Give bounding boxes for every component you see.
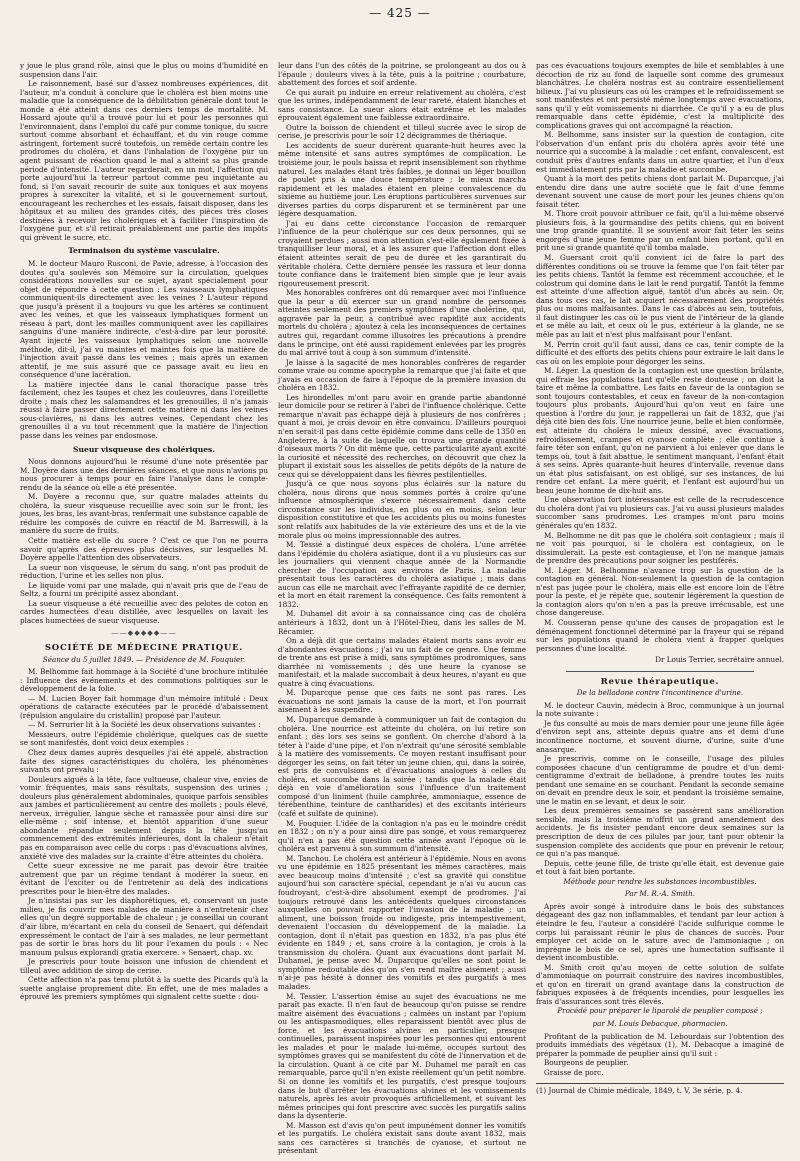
paragraph: M. Smith croit qu'au moyen de cette solution de sulfate d'ammoniaque on pourrait construire des navires incombustibles, et qu'on en tirerait un grand avantage dans la construction de fabriques exposées à de fréquents incendies, pour lesquelles les frais d'assurances sont très élevés. [536,962,784,1006]
paragraph: Le liquide vomi par une malade, qui n'avait pris que de l'eau de Seltz, a fourni un précipité assez abondant. [20,580,268,599]
recipe-line: Bourgeons de peuplier. [544,1058,629,1068]
paragraph: M. Masson est d'avis qu'on peut impunément donner les vomitifs et les purgatifs. Le choléra existait sans doute avant 1832, mais sans ces caractères si tranchés de cyanose, et surtout ne présentant [278,1120,526,1156]
paragraph: M. Tanchou. Le choléra est antérieur à l'épidémie. Nous en avons vu une épidémie en 1825 présentant les mêmes caractères, mais avec beaucoup moins d'intensité ; c'est sa gravité qui constitue aujourd'hui son caractère spécial, cependant je n'ai vu aucun cas foudroyant, c'est-à-dire absolument exempt de prodromes. J'ai toujours retrouvé dans les antécédents quelques circonstances auxquelles on pouvait rapporter l'invasion de la maladie ; un aliment, une boisson froide ou indigeste, pris intempestivement, devenaient l'occasion du développement de la maladie. La contagion, dont il n'était pas question en 1832, n'a pas plus été évidente en 1849 ; et, sans croire à la contagion, je crois à la transmission du choléra. Quant aux évacuations dont parlait M. Duhamel, je pense avec M. Duparcque qu'elles ne sont point le symptôme redoutable dès qu'on s'en rend maître aisément ; aussi n'ai-je pas hésité à donner des vomitifs et des purgatifs à mes malades. [278,853,526,991]
divider [566,671,754,672]
article-byline: Par M. R.-A. Smith. [624,889,696,899]
paragraph: y joue le plus grand rôle, ainsi que le plus ou moins d'humidité en suspension dans l'air. [20,61,268,79]
paragraph: Profitant de la publication de M. Lebourdais sur l'obtention des produits immédiats des végétaux (1), M. Debacque a imaginé de préparer la pommade de peuplier ainsi qu'il suit : [536,1031,784,1058]
paragraph: Quant à la mort des petits chiens dont parlait M. Duparcque, j'ai entendu dire dans une autre société que le fait d'une femme devenant souvent une cause de mort pour les jeunes chiens qu'on faisait téter. [536,174,784,209]
paragraph: Je prescrivis, comme on le conseille, l'usage des pilules composées chacune d'un centigramme de poudre et d'un demi-centigramme d'extrait de belladone, à prendre toutes les nuits pendant une semaine en se couchant. Pendant la seconde semaine on devait en prendre deux le soir, et pendant la troisième semaine, une le matin en se levant, et deux le soir. [536,754,784,806]
paragraph: — M. Serrurier lit à la Société les deux observations suivantes : [28,720,261,730]
paragraph: La sueur visqueuse a été recueillie avec des pelotes de coton en cardes humectées d'eau distillée, avec lesquelles on lavait les places humectées de sueur visqueuse. [20,598,268,625]
paragraph: M. le docteur Cauvin, médecin à Broc, communique à un journal la note suivante : [536,700,784,719]
paragraph: M. Léger. La question de la contagion est une question brûlante, qui effraie les populations tant qu'elle reste douteuse ; on doit la taire et même la combattre. Les faits en faveur de la contagion se sont toujours contestables, et ceux en faveur de la non-contagion toujours plus probants. Aujourd'hui qu'on veut en faire une question à l'ordre du jour, je rappellerai un fait de 1832, que j'ai déjà cité bien des fois. Une nourrice jeune, belle et bien conformée, est atteinte du choléra le mieux dessiné, avec évacuations, refroidissement, crampes et cyanose complète ; elle continue à faire téter son enfant, qu'on ne parvient à lui enlever que dans le temps où, tout à fait abattue, le sentiment manquant, l'enfant était à ses seins. Après quarante-huit heures d'intervalle, revenue dans un état plus satisfaisant, on est obligé, sur ses instances, de lui rendre cet enfant. La mère guérit, et l'enfant est aujourd'hui un beau jeune homme de dix-huit ans. [536,366,784,495]
paragraph: M. Doyère a reconnu que, sur quatre malades atteints du choléra, la sueur visqueuse recueillie avec soin sur le front, les joues, les bras, les avant-bras, renfermait une substance capable de réduire les composés de cuivre en réactif de M. Barreswill, à la manière du sucre de fruits. [20,492,268,536]
article-subtitle: Procédé pour préparer le liparolé de peuplier composé ; [557,1006,763,1016]
paragraph: M. Duparcque demande à communiquer un fait de contagion du choléra. Une nourrice est atteinte du choléra, on lui retire son enfant ; dès lors ses seins se gonflent. On cherche d'abord à la téter à l'aide d'une pipe, et l'on n'extrait qu'une sérosité semblable à la matière des vomissements. Ce moyen restant insuffisant pour dégorger les seins, on fait téter un jeune chien, qui, dans la soirée, est pris de convulsions et d'évacuations analogues à celles du choléra, et succombe dans la soirée ; tandis que la malade était déjà en voie d'amélioration sous l'influence d'un traitement composé d'un liniment (huile camphrée, ammoniaque, essence de térébenthine, teinture de cantharides) et des excitants intérieurs (café et sulfate de quinine). [278,715,526,819]
paragraph: M. Tessié a distingué deux espèces de choléra. L'une arrêtée dans l'épidémie du choléra asiatique, dont il a vu plusieurs cas sur les journaliers qui viennent chaque année de la Normandie chercher de l'occupation aux environs de Paris. La maladie présentait tous les caractères du choléra asiatique ; mais dans aucun cas elle ne marchait avec l'effrayante rapidité de ce dernier, et la mort en était rarement la conséquence. Ces faits remontent à 1832. [278,540,526,609]
paragraph: M. Belhomme fait hommage à la Société d'une brochure intitulée : Influence des événements et des commotions politiques sur le développement de la folie. [20,667,268,694]
paragraph: Je n'insistai pas sur les diaphorétiques, et, conservant un juste milieu, je fis couvrir mes malades de manière à n'entretenir chez elles qu'un degré supportable de chaleur ; je conseillai un courant d'air libre, m'écartant en cela du conseil de Senaert, qui défendait expressément le contact de l'air à ses malades, ne leur permettant pas de sortir le bras hors du lit pour l'examen du pouls : « Nec manuum pulsus explorandi gratia exercere. » Senaert, chap. xv. [20,896,268,957]
page-number: — 425 — [369,6,431,20]
paragraph: Cette sueur excessive ne me parait pas devoir être traitée autrement que par un régime tendant à modérer la sueur, en évitant de l'exciter ou de l'entretenir au delà des indications prescrites pour le bien-être des malades. [20,861,268,896]
paragraph: Cette matière est-elle du sucre ? C'est ce que l'on ne pourra savoir qu'après des épreuves plus décisives, sur lesquelles M. Doyère appelle l'attention des observateurs. [20,535,268,563]
paragraph: M. Duparcque pense que ces faits ne sont pas rares. Les évacuations ne sont jamais la cause de la mort, et l'on pourrait aisément à les suspendre. [278,688,526,715]
paragraph: J'ai eu dans cette circonstance l'occasion de remarquer l'influence de la peur cholérique sur ces deux personnes, qui se croyaient perdues ; aussi mon attention s'est-elle également fixée à tranquilliser leur moral, et à les assurer que l'affection dont elles étaient atteintes serait de peu de durée et les garantirait du véritable choléra. Cette dernière pensée les rassura et leur donna toute confiance dans le traitement bien simple que je leur avais rigoureusement prescrit. [278,218,526,288]
paragraph: M. Tessier. L'assertion émise au sujet des évacuations ne me paraît pas exacte. Il n'en faut de beaucoup qu'on puisse se rendre maître aisément des évacuations ; calmées un instant par l'opium ou les antispasmodiques, elles reparaissent bientôt avec plus de force, et les évacuations alvines en particulier, presque continuelles, paraissent inspirées pour les personnes qui entourent les malades et pour le malade lui-même, occupés surtout des symptômes graves qui se manifestent du côté de l'innervation et de la circulation. Quant à ce cité par M. Duhamel me paraît en cas remarquable, parce qu'il n'en existe réellement qu'un petit nombre. Si on donne les vomitifs et les purgatifs, c'est presque toujours dans le but d'arrêter les évacuations alvines et les vomissements naturels, après les avoir provoqués artificiellement, et suivant les mêmes principes qui font prescrire avec succès les purgatifs salins dans la dysenterie. [278,991,526,1121]
column-right [536,62,784,1137]
paragraph: M. Belhomme, sans insister sur la question de contagion, cite l'observation d'un enfant pris du choléra après avoir tété une nourrice qui a succombé à la maladie ; cet enfant, convalescent, est conduit près d'autres enfants dans un autre quartier, et l'un d'eux est immédiatement pris par la maladie et succombe. [536,130,784,174]
paragraph: Depuis, cette jeune fille, de triste qu'elle était, est devenue gaie et tout à fait bien portante. [536,858,784,877]
paragraph: leur dans l'un des côtés de la poitrine, se prolongeant au dos ou à l'épaule ; douleurs vives à la tête, puis à la poitrine ; courbature, abattement des forces et soif ardente. [278,61,526,88]
paragraph: Les deux premières semaines se passèrent sans amélioration sensible, mais la troisième m'offrit un grand amendement des accidents. Je fis insister pendant encore deux semaines sur la prescription de deux de ces pilules par jour, tant pour obtenir la suspension complète des accidents que pour en prévenir le retour, ce qui n'a pas manqué. [536,806,784,859]
column-middle [278,61,526,1156]
article-byline: par M. Louis Debacque, pharmacien. [592,1018,728,1028]
paragraph: M. Guersant croit qu'il convient ici de faire la part des différentes conditions où se trouve la femme que l'on fait téter par les petits chiens. Tantôt la femme est récemment accouchée, et le colostrum qui domine dans le lait le rend purgatif. Tantôt la femme est atteinte d'une affection aiguë, tantôt d'un abcès au sein. Or, dans tous ces cas, le lait acquiert nécessairement des propriétés plus ou moins malfaisantes. Dans le cas d'abcès au sein, toutefois, il faut distinguer les cas où le pus vient de l'intérieur de la glande et se mêle au lait, et ceux où le pus, extérieur à la glande, ne se mêle pas au lait et n'est plus malfaisant pour l'enfant. [536,253,784,339]
paragraph: Chez deux dames auprès desquelles j'ai été appelé, abstraction faite des signes caractéristiques du choléra, les phénomènes suivants ont prévalu : [20,748,268,775]
paragraph: — M. Lucien Boyer fait hommage d'un mémoire intitulé : Deux opérations de cataracte exécutées par le procédé d'abaissement (répulsion angulaire du cristallin) proposé par l'auteur. [20,693,268,720]
paragraph: Jusqu'à ce que nous soyons plus éclairés sur la nature du choléra, nous dirons que nous sommes portés à croire qu'une influence atmosphérique s'exerce nécessairement dans cette circonstance sur les individus, en plus ou en moins, selon leur disposition constitutive et que les accidents plus ou moins funestes sont relatifs aux habitudes de la vie extérieure des uns et de la vie morale plus ou moins impressionnable des autres. [278,479,526,540]
paragraph: Le raisonnement, basé sur d'assez nombreuses expériences, dit l'auteur, m'a conduit à conclure que le choléra est bien moins une maladie que la conséquence de la débilitation générale dont tout le monde a été atteint dans ces derniers temps de mortalité. M. Hossard ajoute qu'il a trouvé pour lui et pour les personnes qui l'environnaient, dans l'emploi du café pur comme tonique, du sucre surtout comme absorbant et échauffant, et du vin rouge comme astringent, fortement sucré toutefois, un remède certain contre les prodromes du choléra, et dans l'inhalation de l'oxygène pur un agent puissant de réaction quand le mal a atteint sa plus grande période d'intensité. L'auteur regarderait, en un mot, l'affection qui porte aujourd'hui la terreur partout comme peu inquiétante au fond, si l'on savait recourir de suite aux toniques et aux moyens propres à surexciter la vitalité, et si le gouvernement surtout, encourageant les recherches et les essais, faisait disposer, dans les hôpitaux et au milieu des grandes cités, des pièces très closes destinées à recevoir les cholériques et à faciliter l'inspiration de l'oxygène pur, et s'il retirait préalablement une partie des impôts qui grèvent le sucre, etc. [20,79,268,242]
paragraph: On a déjà dit que certains malades étaient morts sans avoir eu d'abondantes évacuations ; j'ai vu un fait de ce genre. Une femme de trente ans est prise à midi, sans symptômes prodromiques, sans diarrhée ni vomissements ; dès une heure la cyanose se manifestait, et la malade succombait à deux heures, n'ayant eu que quatre à cinq évacuations. [278,636,526,688]
paragraph: M. le docteur Mauro Rusconi, de Pavie, adresse, à l'occasion des doutes qu'a soulevés son Mémoire sur la circulation, quelques considérations nouvelles sur ce sujet, ayant spécialement pour objet de répondre à cette question : Les vaisseaux lymphatiques communiquent-ils directement avec les veines ? L'auteur répond que jusqu'à présent il a toujours vu que les artères se continuent avec les veines, et que les vaisseaux lymphatiques forment un réseau à part, dont les mailles communiquent avec les capillaires sanguins d'une manière indirecte, c'est-à-dire par leur porosité. Ayant injecté les vaisseaux lymphatiques selon une nouvelle méthode, dit-il, j'ai vu maintes et maintes fois que la matière de l'injection avait passé dans les veines ; mais après un examen attentif, je me suis assuré que ce passage avait eu lieu en conséquence d'une lacération. [20,259,268,380]
paragraph: La matière injectée dans le canal thoracique passe très facilement, chez les taupes et chez les couleuvres, dans l'oreillette droite ; mais chez les salamandres et les grenouilles, il n'a jamais réussi à faire passer directement cette matière ni dans les veines sous-clavières, ni dans les autres veines. Cependant chez les grenouilles il a vu tout récemment que la matière de l'injection passe dans les veines par endosmose. [20,379,268,440]
paragraph: Je laisse à la sagacité de mes honorables confrères de regarder comme vraie ou comme apocryphe la remarque que j'ai faite et que j'avais eu occasion de faire à l'époque de la première invasion du choléra en 1832. [278,357,526,393]
paragraph: Ce qui aurait pu induire en erreur relativement au choléra, c'est que les urines, indépendamment de leur rareté, étaient blanches et sans consistance. La sueur alors était extrême et les malades éprouvaient également une faiblesse extraordinaire. [278,87,526,123]
section-heading: Terminaison du système vasculaire. [68,246,220,256]
paragraph: pas ces évacuations toujours exemptes de bile et semblables à une décoction de riz au fond de laquelle sont comme des grumeaux blanchâtres. Le choléra nostras est au contraire essentiellement bilieux. J'ai vu plusieurs cas où les crampes et le refroidissement se sont manifestés et ont persisté même longtemps avec évacuations, sans qu'il y eût vomissements ni diarrhée. Ce qu'il y a eu de plus remarquable dans cette épidémie, c'est la multiplicité des complications graves qui ont accompagné la réaction. [536,61,784,130]
paragraph: La sueur non visqueuse, le sérum du sang, n'ont pas produit de réduction, l'urine et les selles non plus. [20,562,268,581]
paragraph: Les accidents de sueur durèrent quarante-huit heures avec la même intensité et sans autres symptômes de complication. Le troisième jour, le pouls baissa et reprit insensiblement son rhythme naturel. Les malades étant très faibles, je donnai un léger bouillon de poulet pris à une douce température ; le mieux marcha rapidement et les malades étaient en pleine convalescence du sixième au huitième jour. Les éruptions particulières survenues sur diverses parties du corps disparurent et se terminèrent par une légère desquamation. [278,140,526,219]
paragraph: Outre la boisson de chiendent et tilleul sucrée avec le sirop de cerise, je prescrivis pour le soir 12 décigrammes de thériaque. [278,122,526,141]
paragraph: Messieurs, outre l'épidémie cholérique, quelques cas de suette se sont manifestés, dont voici deux exemples : [20,729,268,748]
paragraph: Les hirondelles m'ont paru avoir en grande partie abandonné leur domicile pour se retirer à l'abri de l'influence cholérique. Cette remarque n'avait pas échappé déjà à plusieurs de nos confrères ; quant à moi, je crois devoir en être convaincu. D'ailleurs pourquoi n'en serait-il pas dans cette épidémie comme dans celle de 1350 en Angleterre, à la suite de laquelle on trouva une grande quantité d'oiseaux morts ? On dit même que, cette particularité ayant excité la curiosité et nécessité des recherches, on découvrit que chez la plupart il existait sous les aisselles de petits dépôts de la nature de ceux qui se développaient dans les fièvres pestilentielles. [278,392,526,479]
session-line: Séance du 5 juillet 1849. — Présidence de M. Fouquier. [42,654,246,664]
paragraph: Douleurs aiguës à la tête, face vultueuse, chaleur vive, envies de vomir fréquentes, mais sans résultats, suspension des urines ; douleurs plus généralement abdominales, quoique parfois sensibles aux jambes et particulièrement au centre des mollets ; pouls élevé, nerveux, irrégulier, langue sèche et ramassée pour ainsi dire sur elle-même ; soif intense, et bientôt apparition d'une sueur abondante répandue seulement depuis la tête jusqu'au commencement des extrémités inférieures, dont la chaleur n'était pas en comparaison avec celle du corps : pas d'évacuations alvines, anxiété vive des malades sur la crainte d'être atteintes du choléra. [20,774,268,861]
column-left [20,62,268,1137]
paragraph: Je fus consulté au mois de mars dernier pour une jeune fille âgée d'environ sept ans, atteinte depuis quatre ans et demi d'une incontinence nocturne, et souvent diurne, d'urine, suite d'une anasarque. [536,718,784,754]
paragraph: Cette affection n'a pas tenu plutôt à la suette des Picards qu'à la suette anglaise proprement dite. En effet, une de mes malades a éprouvé les premiers symptômes qui signalent cette suette : dou- [20,975,268,1002]
article-subtitle: De la belladone contre l'incontinence d'urine. [576,688,744,698]
paragraph: Une observation fort intéressante est celle de la recrudescence du choléra dont j'ai vu plusieurs cas. J'ai vu aussi plusieurs malades succomber sans prodromes. Les crampes m'ont paru moins générales qu'en 1832. [536,495,784,530]
paragraph: Après avoir songé à introduire dans le bois des substances dégageant des gaz non inflammables, et tendant par leur action à éteindre le feu, l'auteur a considéré l'acide sulfurique comme le corps lui paraissant réunir le plus de chances de succès. Pour employer cet acide on le sature avec de l'ammoniaque ; on imprègne le bois de ce sel, après une humectation suffisante il devient incombustible. [536,901,784,963]
ornament-separator: ——◆◆◆◆◆—— [111,628,177,638]
paragraph: M. Cousseran pense qu'une des causes de propagation est le déménagement fonctionnel déterminé par la frayeur qui se répand sur les populations quand le choléra vient à frapper quelques personnes d'une localité. [536,618,784,653]
paragraph: Mes honorables confrères ont dû remarquer avec moi l'influence que la peur a dû exercer sur un grand nombre de personnes atteintes seulement des premiers symptômes d'une cholérine, qui, aggravée par la peur, a contribué avec rapidité aux accidents mortels du choléra ; ajoutez à cela les inconséquences de certaines autres qui, regardant comme illusoires les précautions à prendre dans le principe, ont été aussi rapidement enlevées par les progrès du mal arrivé tout à coup à son summum d'intensité. [278,288,526,358]
footnote: (1) Journal de Chimie médicale, 1849, t. V, 3e série, p. 4. [536,1083,784,1096]
paragraph: Nous donnons aujourd'hui le résumé d'une note présentée par M. Doyère dans une des dernières séances, et que nous n'avions pu nous procurer à temps pour en faire l'analyse dans le compte-rendu de la séance où elle a été présentée. [20,457,268,492]
paragraph: M. Perrin croit qu'il faut aussi, dans ce cas, tenir compte de la difficulté et des efforts des petits chiens pour extraire le lait dans le cas où on les emploie pour dégorger les seins. [536,339,784,366]
signature: Dr Louis Terrier, secrétaire annuel. [655,655,784,665]
article-subtitle: Méthode pour rendre les substances incombustibles. [563,876,757,886]
paragraph: M. Duhamel dit avoir à sa connaissance cinq cas de choléra antérieurs à 1832, dont un à l'Hôtel-Dieu, dans les salles de M. Récamier. [278,609,526,636]
recipe-line: Graisse de porc. [544,1067,604,1077]
section-heading: Sueur visqueuse des cholériques. [73,444,215,454]
paragraph: M. Léger. M. Belhomme n'avance trop sur la question de la contagion en général. Non-seulement la question de la contagion n'est pas jugée pour le choléra, mais elle est encore loin de l'être pour la peste, et je répète que, soutenir légèrement la question de la contagion alors qu'on n'en a pas la preuve irrécusable, est une chose dangereuse. [536,565,784,618]
paragraph: M. Belhomme ne dit pas que le choléra soit contagieux ; mais il ne voit pas pourquoi, si le choléra est contagieux, on le dissimulerait. La peste est contagieuse, et l'on ne manque jamais de prendre des précautions pour soigner les pestiférés. [536,530,784,566]
society-heading: SOCIÉTÉ DE MÉDECINE PRATIQUE. [44,643,244,653]
paragraph: M. Fouquier. L'idée de la contagion n'a pas eu le moindre crédit en 1832 ; on n'y a pour ainsi dire pas songé, et vous remarquerez qu'il n'en a pas été question cette année avant l'époque où le choléra est parvenu à son summum d'intensité. [278,818,526,854]
paragraph: Je prescrivis pour toute boisson une infusion de chiendent et tilleul avec addition de sirop de cerise. [20,957,268,975]
paragraph: M. Thore croit pouvoir attribuer ce fait, qu'il a lui-même observé plusieurs fois, à la gourmandise des petits chiens, qui en boivent une trop grande quantité. Il se souvient avoir fait téter les seins engorgés d'une jeune femme par un enfant bien portant, qu'il en prit une si grande quantité qu'il tomba malade. [536,209,784,253]
revue-heading: Revue thérapeutique. [600,676,720,687]
